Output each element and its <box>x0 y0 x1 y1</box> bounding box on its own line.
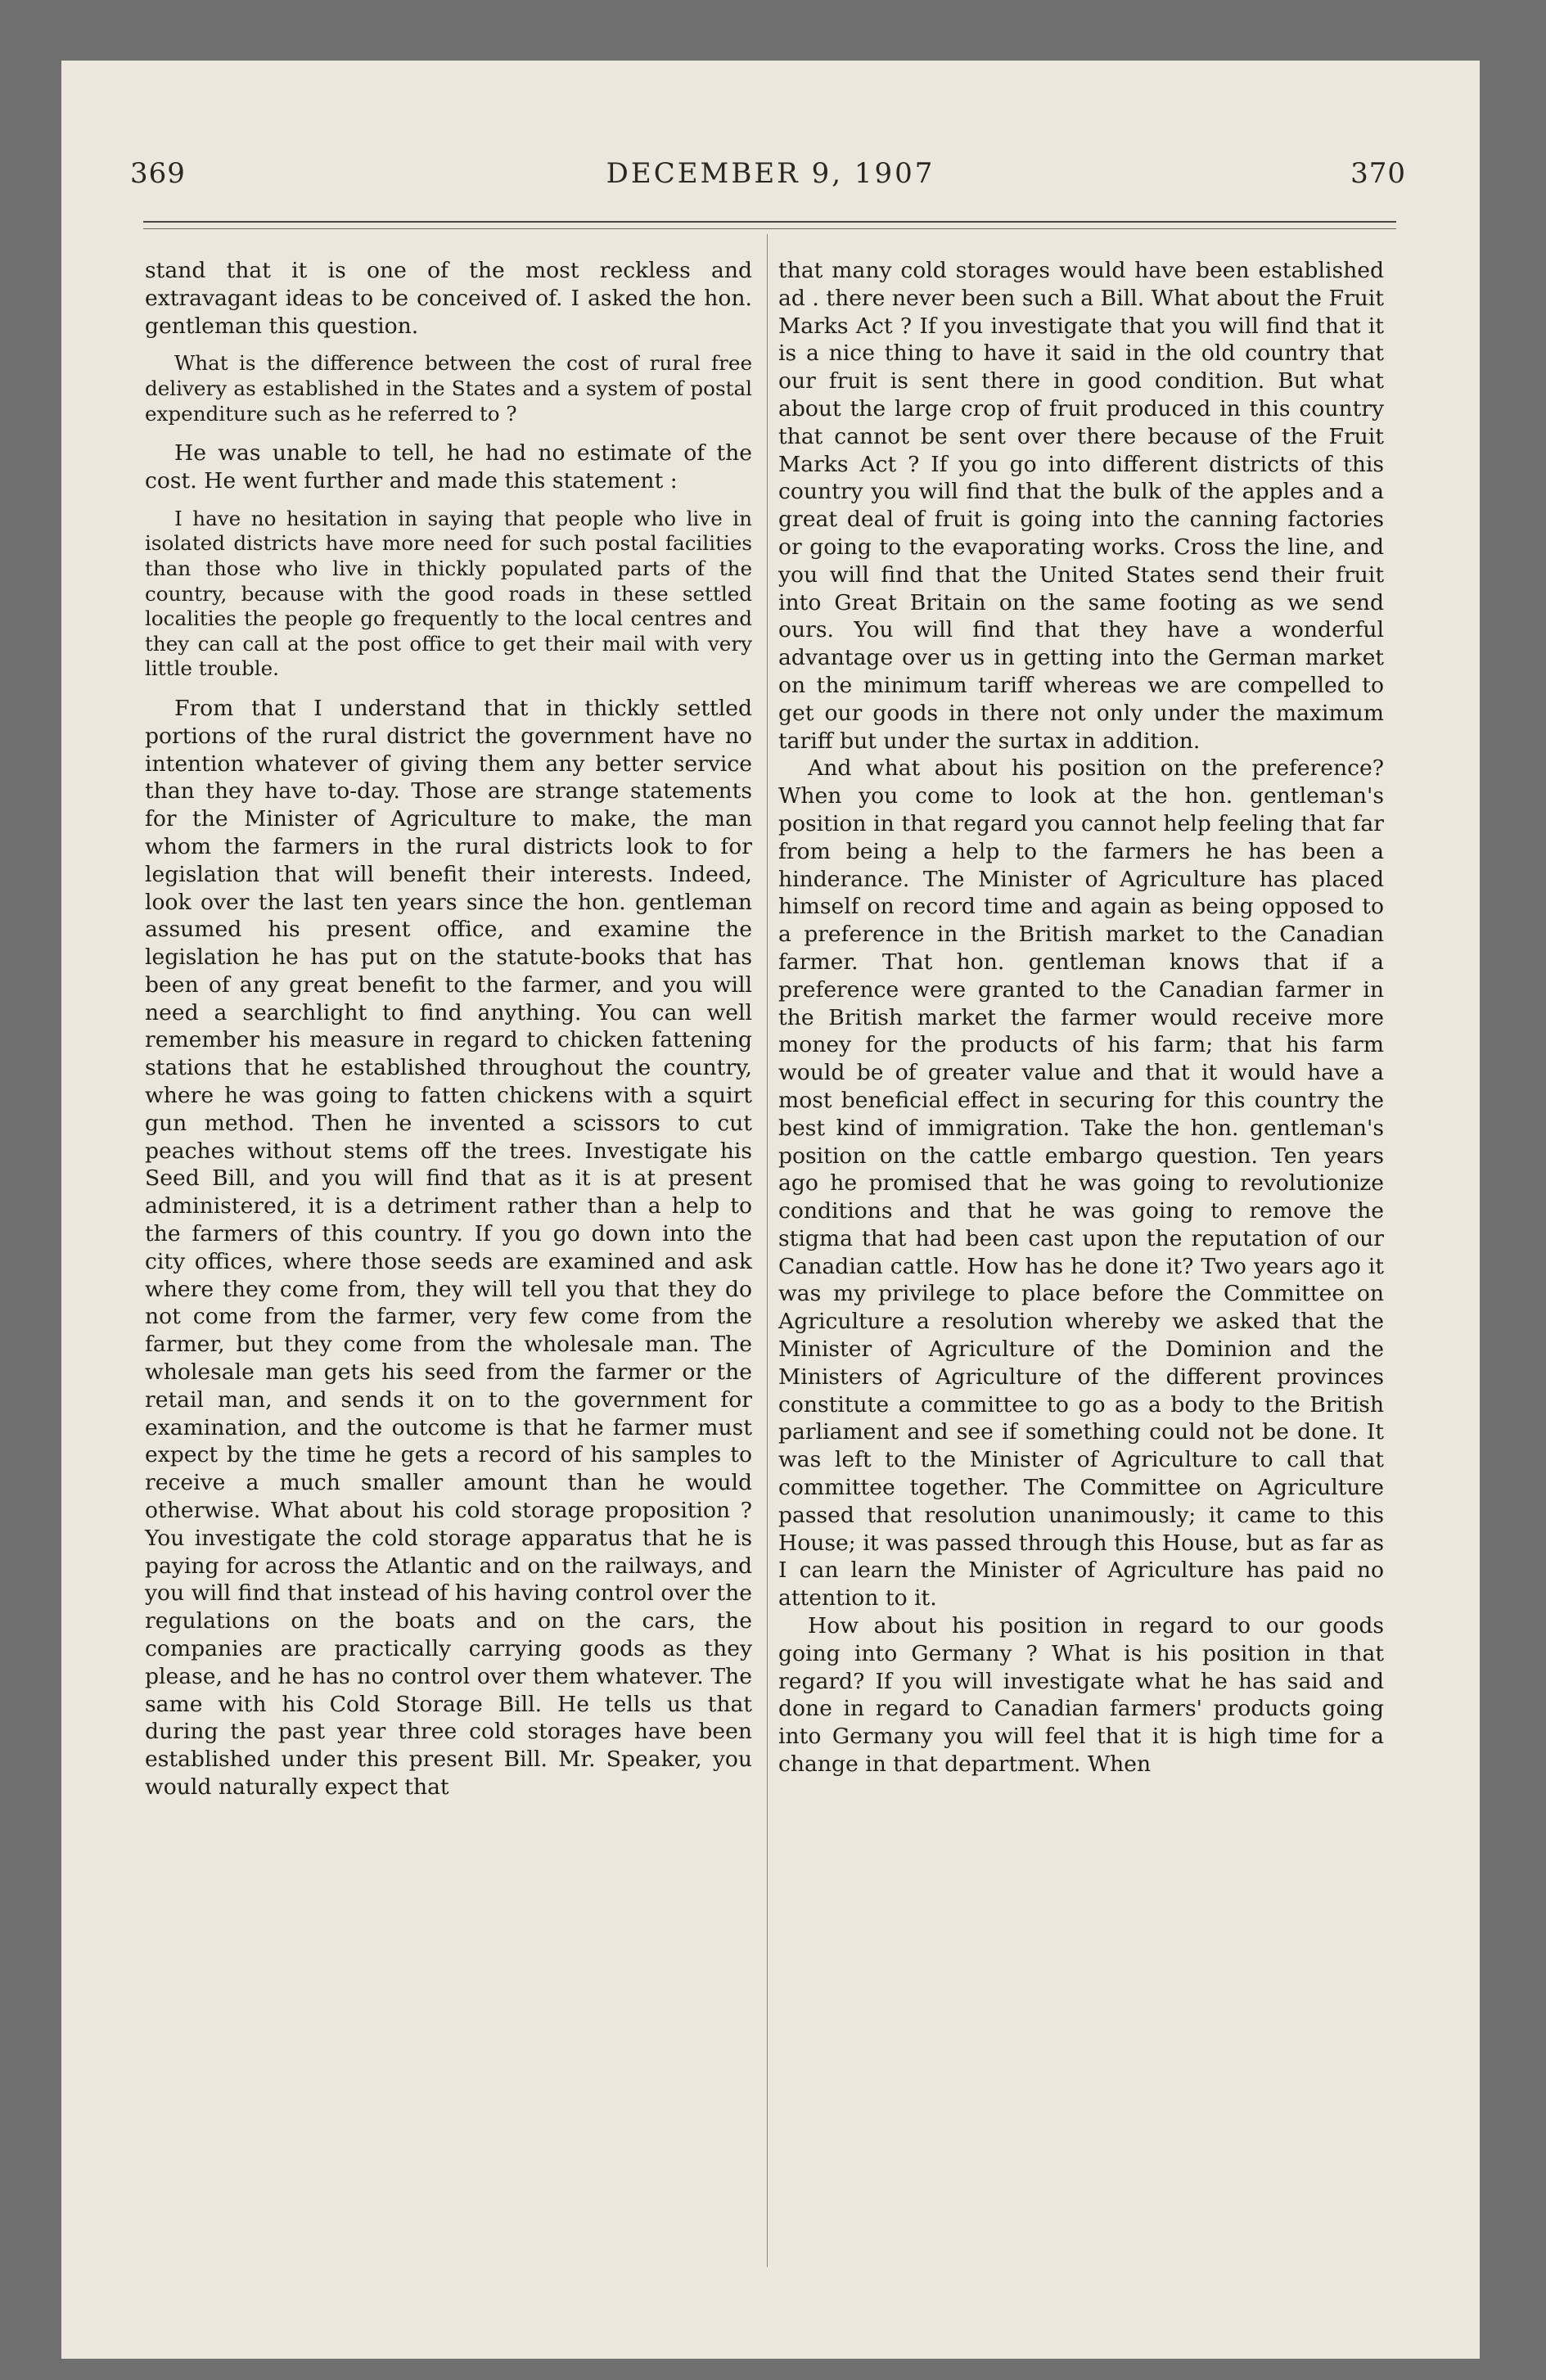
document-page <box>61 61 1480 2359</box>
right-column <box>778 257 1384 1778</box>
page-header <box>61 61 1480 208</box>
paragraph: stand that it is one of the most reckless and extravagant ideas to be conceived of. I asked the hon. gentleman this question. <box>145 258 752 339</box>
header-rule-thin <box>143 228 1396 229</box>
page-number-left: 369 <box>130 157 186 190</box>
column-divider <box>767 234 768 2267</box>
running-title: DECEMBER 9, 1907 <box>606 157 935 190</box>
quoted-question: What is the difference between the cost of rural free delivery as established in the States and a system of postal expenditure such as he referred to ? <box>145 351 752 426</box>
header-rule <box>143 221 1396 223</box>
paragraph: How about his position in regard to our goods going into Germany ? What is his position in that regard? If you will investigate what he has said and done in regard to Canadian farmers' products going into Germany you will feel that it is high time for a change in that department. When <box>778 1613 1384 1778</box>
paragraph: And what about his position on the preference? When you come to look at the hon. gentleman's position in that regard you cannot help feeling that far from being a help to the farmers he has been a hinderance. The Minister of Agriculture has placed himself on record time and again as being opposed to a preference in the British market to the Canadian farmer. That hon. gentleman knows that if a preference were granted to the Canadian farmer in the British market the farmer would receive more money for the products of his farm; that his farm would be of greater value and that it would have a most beneficial effect in securing for this country the best kind of immigration. Take the hon. gentleman's position on the cattle embargo question. Ten years ago he promised that he was going to revolutionize conditions and that he was going to remove the stigma that had been cast upon the reputation of our Canadian cattle. How has he done it? Two years ago it was my privilege to place before the Committee on Agriculture a resolution whereby we asked that the Minister of Agriculture of the Dominion and the Ministers of Agriculture of the different provinces constitute a committee to go as a body to the British parliament and see if something could not be done. It was left to the Minister of Agriculture to call that committee together. The Committee on Agriculture passed that resolution unanimously; it came to this House; it was passed through this House, but as far as I can learn the Minister of Agriculture has paid no attention to it. <box>778 755 1384 1611</box>
paragraph: that many cold storages would have been established ad . there never been such a Bill. What about the Fruit Marks Act ? If you investigate that you will find that it is a nice thing to have it said in the old country that our fruit is sent there in good condition. But what about the large crop of fruit produced in this country that cannot be sent over there because of the Fruit Marks Act ? If you go into different districts of this country you will find that the bulk of the apples and a great deal of fruit is going into the canning factories or going to the evaporating works. Cross the line, and you will find that the United States send their fruit into Great Britain on the same footing as we send ours. You will find that they have a wonderful advantage over us in getting into the German market on the minimum tariff whereas we are compelled to get our goods in there not only under the maximum tariff but under the surtax in addition. <box>778 258 1384 754</box>
paragraph: He was unable to tell, he had no estimate of the cost. He went further and made this statement : <box>145 440 752 494</box>
paragraph: From that I understand that in thickly settled portions of the rural district the government have no intention whatever of giving them any better service than they have to-day. Those are strange statements for the Minister of Agriculture to make, the man whom the farmers in the rural districts look to for legislation that will benefit their interests. Indeed, look over the last ten years since the hon. gentleman assumed his present office, and examine the legislation he has put on the statute-books that has been of any great benefit to the farmer, and you will need a searchlight to find anything. You can well remember his measure in regard to chicken fattening stations that he established throughout the country, where he was going to fatten chickens with a squirt gun method. Then he invented a scissors to cut peaches without stems off the trees. Investigate his Seed Bill, and you will find that as it is at present administered, it is a detriment rather than a help to the farmers of this country. If you go down into the city offices, where those seeds are examined and ask where they come from, they will tell you that they do not come from the farmer, very few come from the farmer, but they come from the wholesale man. The wholesale man gets his seed from the farmer or the retail man, and sends it on to the government for examination, and the outcome is that he farmer must expect by the time he gets a record of his samples to receive a much smaller amount than he would otherwise. What about his cold storage proposition ? You investigate the cold storage apparatus that he is paying for across the Atlantic and on the railways, and you will find that instead of his having control over the regulations on the boats and on the cars, the companies are practically carrying goods as they please, and he has no control over them whatever. The same with his Cold Storage Bill. He tells us that during the past year three cold storages have been established under this present Bill. Mr. Speaker, you would naturally expect that <box>145 695 752 1800</box>
quoted-statement: I have no hesitation in saying that people who live in isolated districts have more need for such postal facilities than those who live in thickly populated parts of the country, because with the good roads in these settled localities the people go frequently to the local centres and they can call at the post office to get their mail with very little trouble. <box>145 506 752 681</box>
page-number-right: 370 <box>1350 157 1406 190</box>
left-column <box>145 257 752 1801</box>
